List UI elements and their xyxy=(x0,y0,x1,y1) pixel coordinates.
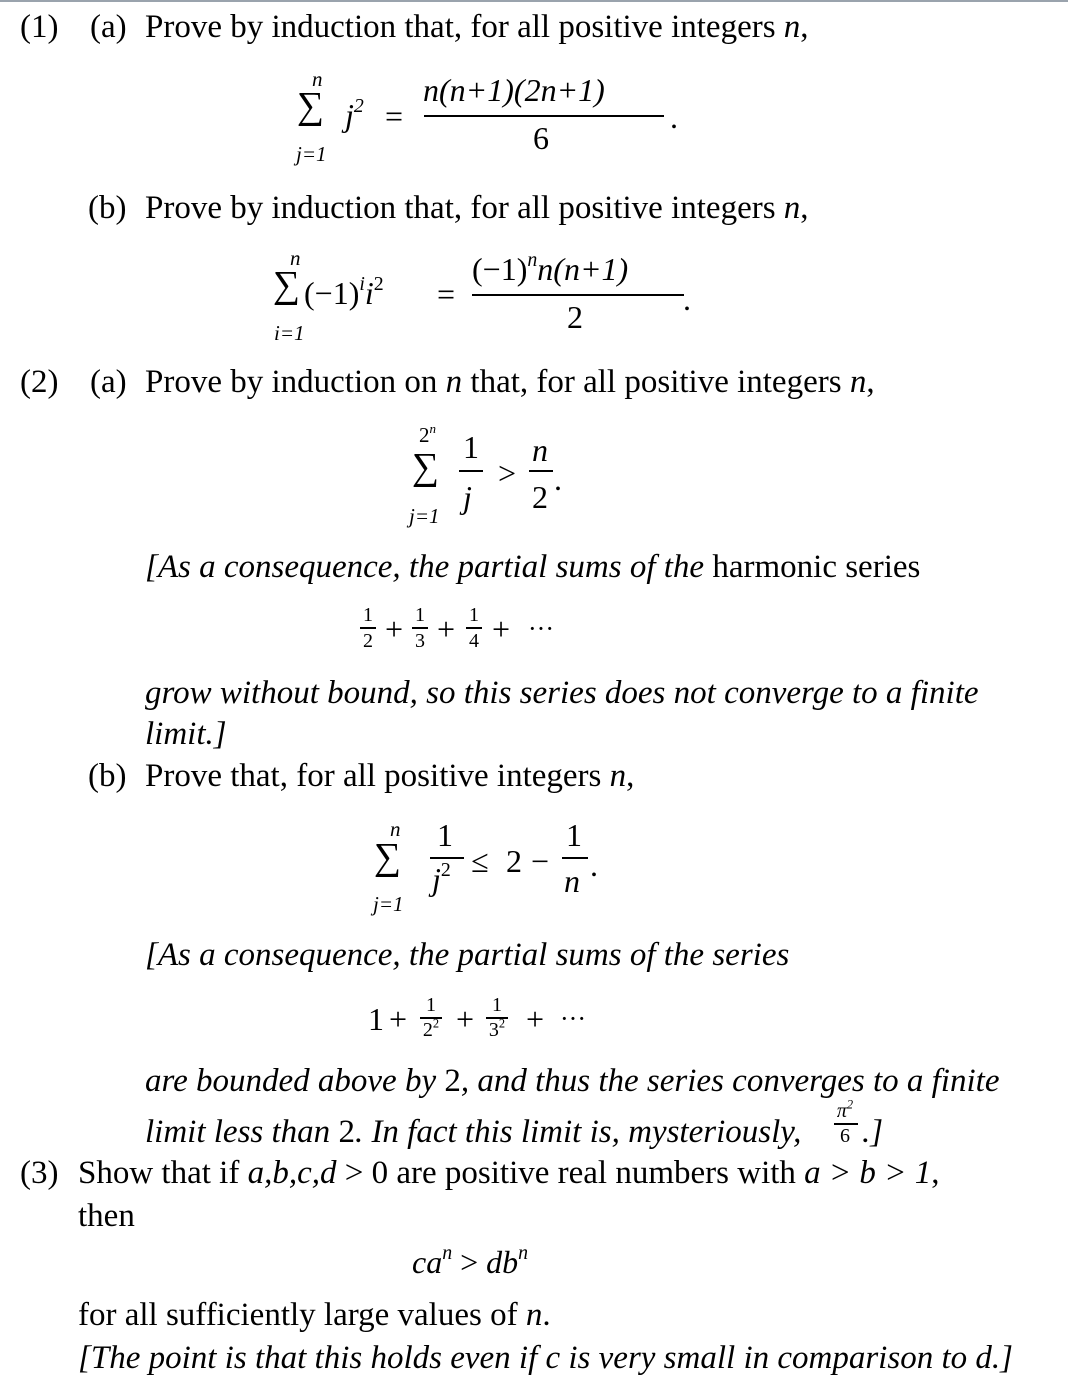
sum-lower-limit: i=1 xyxy=(274,321,305,345)
formula-period: . xyxy=(683,281,691,317)
problem-2b-statement: Prove that, for all positive integers n, xyxy=(145,758,635,794)
plus-sign: + xyxy=(385,611,404,647)
sum-lower-limit: j=1 xyxy=(373,892,404,916)
fraction-numerator: n xyxy=(532,432,548,468)
harmonic-note-line2: grow without bound, so this series does not converge to a finite xyxy=(145,675,979,711)
fraction-denominator: 6 xyxy=(533,120,549,156)
problem-1a-label: (a) xyxy=(90,9,127,45)
sigma-symbol: ∑ xyxy=(297,85,325,127)
fraction-numerator: 1 xyxy=(566,817,582,853)
fraction-numerator: 1 xyxy=(437,817,453,853)
problem-3-note: [The point is that this holds even if c is very small in comparison to d.] xyxy=(78,1340,1013,1376)
constant-two: 2 xyxy=(506,843,522,879)
series-one: 1 xyxy=(368,1001,384,1037)
formula-period: . xyxy=(670,99,678,135)
sum-lower-limit: j=1 xyxy=(409,504,440,528)
plus-sign: + xyxy=(526,1001,545,1037)
pi-denominator: 6 xyxy=(840,1125,850,1147)
term-denominator: 4 xyxy=(469,630,479,652)
basel-note-line2: are bounded above by 2, and thus the series converges to a finite xyxy=(145,1063,1000,1099)
summand: $(-1)^ii^2$ xyxy=(304,273,384,311)
term-numerator: 1 xyxy=(426,994,436,1016)
basel-note: [As a consequence, the partial sums of the series xyxy=(145,937,790,973)
fraction-denominator: n xyxy=(564,863,580,899)
sum-upper-limit: n xyxy=(312,67,323,91)
formula-3: $ca^n > db^n$ xyxy=(412,1242,529,1280)
fraction-bar xyxy=(562,857,588,859)
term-bar xyxy=(360,627,376,629)
problem-2a-label: (a) xyxy=(90,364,127,400)
greater-than: > xyxy=(498,455,517,491)
sum-upper-limit: n xyxy=(390,817,401,841)
fraction-numerator: n(n+1)(2n+1) xyxy=(423,72,605,108)
problem-3-condition: for all sufficiently large values of n. xyxy=(78,1297,551,1333)
sum-upper-limit: 2$^n$ xyxy=(419,420,437,447)
term-denominator: 2 xyxy=(363,630,373,652)
problem-3-then: then xyxy=(78,1198,135,1234)
term-numerator: 1 xyxy=(469,604,479,626)
problem-1b-statement: Prove by induction that, for all positive integers n, xyxy=(145,190,809,226)
problem-2b-label: (b) xyxy=(88,758,127,794)
plus-sign: + xyxy=(492,611,511,647)
top-border xyxy=(0,0,1068,2)
term-bar xyxy=(466,627,482,629)
fraction-denominator: 2 xyxy=(532,479,548,515)
problem-3-statement: Show that if a,b,c,d > 0 are positive real numbers with a > b > 1, xyxy=(78,1155,940,1191)
term-denominator: 3 xyxy=(415,630,425,652)
term-numerator: 1 xyxy=(363,604,373,626)
problem-3-number: (3) xyxy=(20,1155,59,1191)
pi-numerator: $\pi^2$ xyxy=(836,1097,854,1122)
harmonic-note-line3: limit.] xyxy=(145,716,227,752)
fraction-numerator: 1 xyxy=(463,429,479,465)
term-numerator: 1 xyxy=(492,994,502,1016)
equals-sign: = xyxy=(385,98,404,134)
problem-1b-label: (b) xyxy=(88,190,127,226)
ellipsis: ··· xyxy=(560,1004,586,1033)
term-denominator: $2^2$ xyxy=(422,1016,440,1041)
plus-sign: + xyxy=(437,611,456,647)
fraction-bar xyxy=(459,470,483,472)
fraction-bar xyxy=(424,115,664,117)
sum-upper-limit: n xyxy=(290,246,301,270)
term-bar xyxy=(412,627,428,629)
sigma-symbol: ∑ xyxy=(374,836,402,878)
fraction-denominator: 2 xyxy=(567,299,583,335)
fraction-numerator: $(-1)^nn(n+1)$ xyxy=(472,249,629,287)
note-close: .] xyxy=(862,1114,884,1150)
term-denominator: $3^2$ xyxy=(488,1016,506,1041)
sigma-symbol: ∑ xyxy=(273,264,301,306)
sigma-symbol: ∑ xyxy=(412,446,440,488)
term-numerator: 1 xyxy=(415,604,425,626)
problem-1-number: (1) xyxy=(20,9,59,45)
fraction-denominator: $j^2$ xyxy=(432,859,451,897)
summand: $j^2$ xyxy=(345,95,364,133)
plus-sign: + xyxy=(389,1001,408,1037)
less-or-equal: ≤ xyxy=(471,843,489,879)
fraction-denominator: j xyxy=(463,479,472,515)
harmonic-note: [As a consequence, the partial sums of the harmonic series xyxy=(145,549,921,585)
sum-lower-limit: j=1 xyxy=(296,142,327,166)
ellipsis: ··· xyxy=(528,614,554,643)
formula-period: . xyxy=(590,847,598,883)
problem-1a-statement: Prove by induction that, for all positive integers n, xyxy=(145,9,809,45)
fraction-bar xyxy=(472,294,684,296)
problem-2a-statement: Prove by induction on n that, for all positive integers n, xyxy=(145,364,875,400)
problem-2-number: (2) xyxy=(20,364,59,400)
equals-sign: = xyxy=(437,276,456,312)
minus-sign: − xyxy=(531,843,550,879)
plus-sign: + xyxy=(456,1001,475,1037)
formula-period: . xyxy=(554,461,562,497)
fraction-bar xyxy=(529,470,553,472)
basel-note-line3: limit less than 2. In fact this limit is, mysteriously, xyxy=(145,1114,802,1150)
